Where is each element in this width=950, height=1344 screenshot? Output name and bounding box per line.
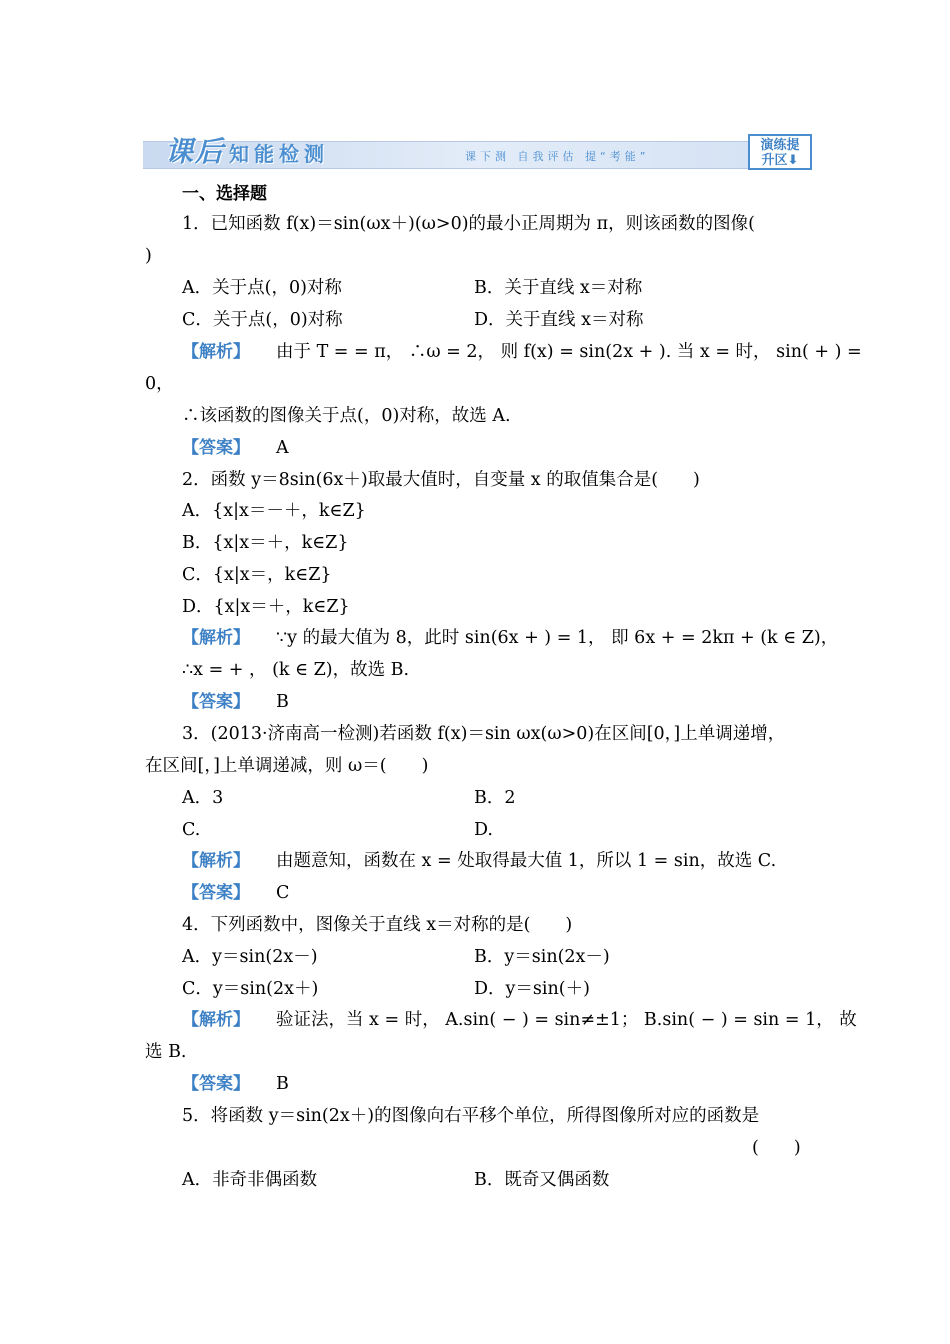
q3-solution-text: 由题意知，函数在 x = 处取得最大值 1，所以 1 = sin，故选 C. [276,851,777,871]
q3-answer-tag: 【答案】 [182,883,250,903]
q2-solution-line2: ∴x = + ， (k ∈ Z)，故选 B. [182,660,410,680]
q1-answer-tag: 【答案】 [182,438,250,458]
q1-option-c: C．关于点(，0)对称 [182,310,343,330]
q4-solution-tag: 【解析】 [182,1010,250,1030]
q2-solution-tag: 【解析】 [182,628,250,648]
q2-option-c: C．{x|x＝，k∈Z} [182,565,332,585]
q2-answer-tag: 【答案】 [182,692,250,712]
q2-option-b: B．{x|x＝＋，k∈Z} [182,533,349,553]
q4-solution-text: 验证法，当 x = 时， A.sin( − ) = sin≠±1； B.sin( − ) = sin = 1， 故 [276,1010,857,1030]
q3-answer [182,882,289,904]
q2-answer [182,691,289,713]
q2-option-d: D．{x|x＝＋，k∈Z} [182,597,350,617]
q4-option-c: C．y＝sin(2x＋) [182,979,319,999]
question-1-cont: ) [145,246,152,266]
banner-title [165,134,329,170]
q1-solution-text: 由于 T = = π， ∴ω = 2， 则 f(x) = sin(2x + ). 当 x = 时， sin( + ) = [276,342,862,362]
question-3: 3．(2013·济南高一检测)若函数 f(x)＝sin ωx(ω>0)在区间[0，]上单调递增， [182,724,786,744]
q1-solution-cont: 0， [145,374,174,394]
q3-option-b: B．2 [474,788,516,808]
question-1: 1．已知函数 f(x)＝sin(ωx＋)(ω>0)的最小正周期为 π，则该函数的图像( [182,214,755,234]
q4-answer-tag: 【答案】 [182,1074,250,1094]
q2-solution-text: ∵y 的最大值为 8，此时 sin(6x + ) = 1， 即 6x + = 2kπ + (k ∈ Z)， [276,628,839,648]
q1-solution [182,341,862,363]
q5-option-a: A．非奇非偶函数 [182,1170,318,1190]
question-5: 5．将函数 y＝sin(2x＋)的图像向右平移个单位，所得图像所对应的函数是 [182,1106,760,1126]
banner-title-big: 课后 [165,135,226,168]
q4-solution [182,1009,857,1031]
banner-box-line1: 演练提 [760,138,800,153]
q5-answer-paren: ( ) [752,1138,801,1158]
q4-solution-cont: 选 B. [145,1042,187,1062]
q1-solution-tag: 【解析】 [182,342,250,362]
q3-solution [182,850,776,872]
q1-answer [182,437,289,459]
q4-option-b: B．y＝sin(2x－) [474,947,610,967]
q3-option-a: A．3 [182,788,224,808]
question-2: 2．函数 y＝8sin(6x＋)取最大值时，自变量 x 的取值集合是( ) [182,470,700,490]
q2-answer-value: B [276,692,289,712]
section-banner [143,134,815,174]
question-3-cont: 在区间[，]上单调递减，则 ω＝( ) [145,756,429,776]
q5-option-b: B．既奇又偶函数 [474,1170,610,1190]
q4-answer [182,1073,289,1095]
banner-box-line2: 升区⬇ [761,153,799,168]
q3-solution-tag: 【解析】 [182,851,250,871]
q1-option-d: D．关于直线 x＝对称 [474,310,644,330]
section-title: 一、选择题 [182,184,267,204]
q1-option-b: B．关于直线 x＝对称 [474,278,643,298]
q4-option-a: A．y＝sin(2x－) [182,947,318,967]
question-4: 4．下列函数中，图像关于直线 x＝对称的是( ) [182,915,573,935]
q2-solution [182,627,838,649]
q2-option-a: A．{x|x＝－＋，k∈Z} [182,501,366,521]
banner-subtitle: 课下测 自我评估 提“考能” [465,150,650,163]
q3-option-c: C. [182,820,201,840]
q3-answer-value: C [276,883,290,903]
q4-answer-value: B [276,1074,289,1094]
banner-box [748,134,812,170]
banner-title-small: 知能检测 [229,142,330,166]
q3-option-d: D. [474,820,493,840]
q1-solution-line2: ∴该函数的图像关于点(，0)对称，故选 A. [182,406,511,426]
q1-answer-value: A [276,438,289,458]
q1-option-a: A．关于点(，0)对称 [182,278,342,298]
q4-option-d: D．y＝sin(＋) [474,979,590,999]
